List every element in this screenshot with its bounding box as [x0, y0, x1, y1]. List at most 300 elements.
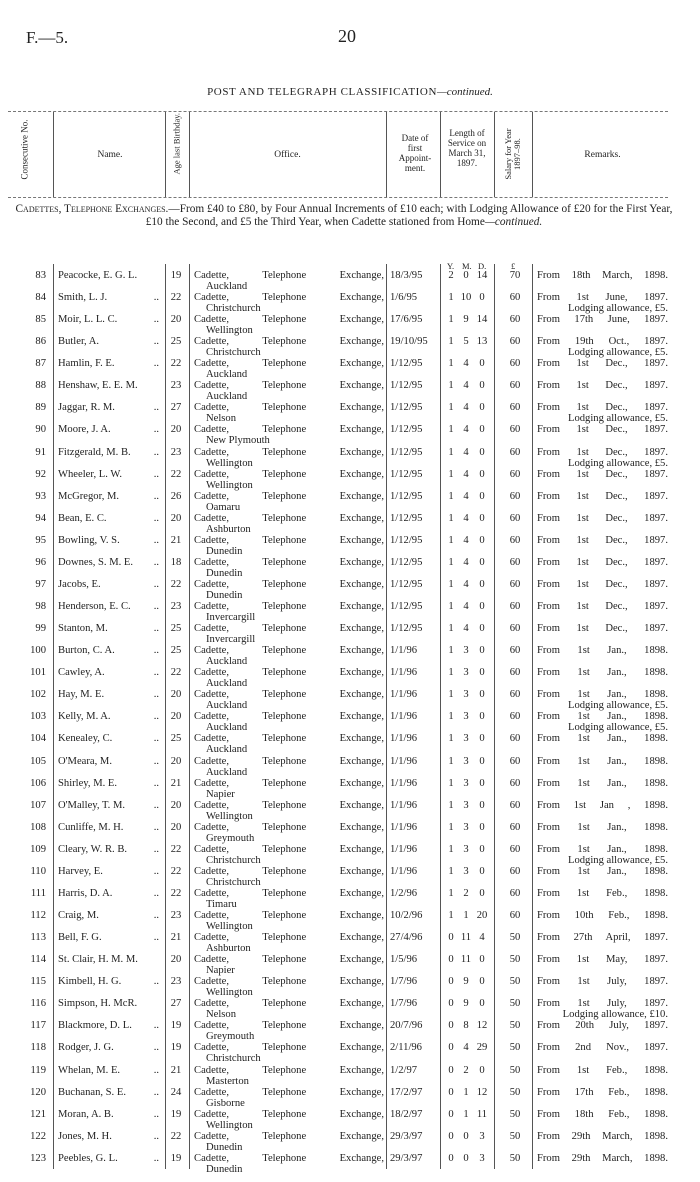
- service-years: 0: [448, 932, 454, 944]
- row-number: 114: [30, 954, 46, 966]
- unit-months: M.: [462, 261, 472, 271]
- appointment-date: 29/3/97: [390, 1152, 423, 1164]
- office-town: Napier: [206, 965, 235, 977]
- table-row: [0, 270, 700, 292]
- section-text: —From £40 to £80, by Four Annual Increments of £10 each; with Lodging Allowance of £20 for the First Year, £10 the Second, and £5 the Third Year, when Cadette stationed from Home: [145, 203, 673, 228]
- name: O'Meara, M.: [58, 755, 112, 767]
- remarks-continued: Lodging allowance, £10.: [562, 1009, 668, 1021]
- service-months: 3: [463, 689, 469, 701]
- header-salary: Salary for Year 1897–98.: [503, 128, 522, 180]
- remarks: From 1st Jan., 1898.: [537, 865, 668, 877]
- row-number: 92: [35, 468, 46, 480]
- age: 20: [170, 424, 182, 436]
- office-town: Auckland: [206, 281, 248, 292]
- name: Whelan, M. E.: [58, 1064, 121, 1076]
- name: Fitzgerald, M. B.: [58, 446, 131, 458]
- leader-dots: ..: [153, 336, 159, 348]
- age: 20: [170, 689, 182, 701]
- remarks: From 1st May, 1897.: [537, 954, 668, 966]
- row-number: 100: [30, 645, 46, 657]
- divider: [53, 112, 54, 197]
- age: 22: [170, 865, 182, 877]
- service-months: 4: [463, 1042, 469, 1054]
- remarks-continued: Lodging allowance, £5.: [567, 854, 668, 866]
- age: 22: [170, 667, 182, 679]
- table-row: [0, 998, 700, 1020]
- salary: 60: [509, 556, 521, 568]
- row-number: 104: [30, 733, 46, 745]
- name: Henderson, E. C.: [58, 601, 131, 613]
- unit-days: D.: [478, 261, 487, 271]
- service-months: 8: [463, 1020, 469, 1032]
- salary: 60: [509, 358, 521, 370]
- table-row: [0, 1020, 700, 1042]
- office-town: Auckland: [206, 744, 248, 756]
- office: Cadette, Telephone Exchange,: [194, 998, 384, 1010]
- office-town: Christchurch: [206, 347, 261, 359]
- service-days: 0: [479, 292, 485, 304]
- office: Cadette, Telephone Exchange,: [194, 292, 384, 304]
- office: Cadette, Telephone Exchange,: [194, 821, 384, 833]
- service-days: 13: [476, 336, 488, 348]
- service-years: 1: [448, 446, 454, 458]
- name: O'Malley, T. M.: [58, 799, 126, 811]
- salary: 50: [509, 976, 521, 988]
- salary: 60: [509, 821, 521, 833]
- name: Butler, A.: [58, 336, 100, 348]
- service-days: 0: [479, 402, 485, 414]
- office: Cadette, Telephone Exchange,: [194, 1108, 384, 1120]
- service-years: 1: [448, 490, 454, 502]
- service-years: 1: [448, 358, 454, 370]
- age: 25: [170, 645, 182, 657]
- salary: 60: [509, 645, 521, 657]
- remarks: From 20th July, 1897.: [537, 1020, 668, 1032]
- salary: 60: [509, 667, 521, 679]
- service-days: 0: [479, 799, 485, 811]
- service-days: 12: [476, 1020, 488, 1032]
- table-row: [0, 1153, 700, 1175]
- name: Kimbell, H. G.: [58, 976, 122, 988]
- appointment-date: 1/1/96: [390, 733, 418, 745]
- leader-dots: ..: [153, 601, 159, 613]
- office: Cadette, Telephone Exchange,: [194, 954, 384, 966]
- age: 22: [170, 578, 182, 590]
- office-town: Masterton: [206, 1075, 249, 1087]
- remarks: From 1st Dec., 1897.: [537, 490, 668, 502]
- office: Cadette, Telephone Exchange,: [194, 1130, 384, 1142]
- folio-reference: F.—5.: [26, 28, 69, 47]
- row-number: 94: [35, 512, 46, 524]
- appointment-date: 1/12/95: [390, 578, 423, 590]
- name: Kelly, M. A.: [58, 711, 111, 723]
- leader-dots: ..: [153, 865, 159, 877]
- office: Cadette, Telephone Exchange,: [194, 1086, 384, 1098]
- header-age: Age last Birthday.: [171, 112, 182, 175]
- age: 19: [170, 1108, 182, 1120]
- age: 20: [170, 314, 182, 326]
- office: Cadette, Telephone Exchange,: [194, 490, 384, 502]
- service-days: 0: [479, 667, 485, 679]
- title-text: POST AND TELEGRAPH CLASSIFICATION: [207, 86, 438, 98]
- name: Henshaw, E. E. M.: [58, 380, 138, 392]
- row-number: 113: [30, 932, 46, 944]
- name: Stanton, M.: [58, 623, 108, 635]
- leader-dots: ..: [153, 424, 159, 436]
- service-months: 9: [463, 976, 469, 988]
- appointment-date: 29/3/97: [390, 1130, 423, 1142]
- age: 22: [170, 887, 182, 899]
- service-years: 1: [448, 468, 454, 480]
- service-years: 2: [448, 270, 454, 281]
- age: 22: [170, 292, 182, 304]
- name: Jacobs, E.: [58, 578, 101, 590]
- header-bottom-rule: [8, 197, 668, 198]
- service-days: 0: [479, 424, 485, 436]
- name: Buchanan, S. E.: [58, 1086, 126, 1098]
- row-number: 93: [35, 490, 46, 502]
- service-months: 3: [463, 667, 469, 679]
- table-row: [0, 380, 700, 402]
- row-number: 90: [35, 424, 46, 436]
- row-number: 83: [35, 270, 46, 281]
- office: Cadette, Telephone Exchange,: [194, 468, 384, 480]
- service-days: 0: [479, 998, 485, 1010]
- salary: 60: [509, 402, 521, 414]
- office-town: Christchurch: [206, 876, 261, 888]
- leader-dots: ..: [153, 468, 159, 480]
- office-town: Oamaru: [206, 501, 241, 513]
- appointment-date: 1/1/96: [390, 799, 418, 811]
- name: Cunliffe, M. H.: [58, 821, 124, 833]
- service-days: 0: [479, 733, 485, 745]
- service-months: 4: [463, 380, 469, 392]
- service-days: 0: [479, 711, 485, 723]
- remarks: From 1st July, 1897.: [537, 998, 668, 1010]
- leader-dots: ..: [153, 843, 159, 855]
- remarks-continued: Lodging allowance, £5.: [567, 303, 668, 315]
- office: Cadette, Telephone Exchange,: [194, 601, 384, 613]
- row-number: 98: [35, 601, 46, 613]
- office-town: Nelson: [206, 1009, 237, 1021]
- office-town: Wellington: [206, 921, 253, 933]
- table-row: [0, 535, 700, 557]
- office: Cadette, Telephone Exchange,: [194, 755, 384, 767]
- age: 26: [170, 490, 182, 502]
- service-years: 1: [448, 314, 454, 326]
- office: Cadette, Telephone Exchange,: [194, 689, 384, 701]
- name: Harvey, E.: [58, 865, 103, 877]
- leader-dots: ..: [153, 402, 159, 414]
- table-row: [0, 910, 700, 932]
- office-town: Timaru: [206, 898, 237, 910]
- row-number: 103: [30, 711, 46, 723]
- appointment-date: 1/1/96: [390, 843, 418, 855]
- appointment-date: 1/12/95: [390, 380, 423, 392]
- service-days: 0: [479, 865, 485, 877]
- divider: [494, 112, 495, 197]
- salary: 60: [509, 468, 521, 480]
- table-row: [0, 756, 700, 778]
- name: Peebles, G. L.: [58, 1152, 118, 1164]
- table-row: [0, 447, 700, 469]
- remarks: From 1st Jan , 1898.: [537, 799, 668, 811]
- office-town: Auckland: [206, 369, 248, 381]
- office: Cadette, Telephone Exchange,: [194, 424, 384, 436]
- leader-dots: ..: [153, 1086, 159, 1098]
- name: Blackmore, D. L.: [58, 1020, 132, 1032]
- remarks: From 1st June, 1897.: [537, 292, 668, 304]
- service-months: 4: [463, 601, 469, 613]
- row-number: 89: [35, 402, 46, 414]
- office: Cadette, Telephone Exchange,: [194, 578, 384, 590]
- salary: 60: [509, 446, 521, 458]
- office: Cadette, Telephone Exchange,: [194, 910, 384, 922]
- office: Cadette, Telephone Exchange,: [194, 358, 384, 370]
- office-town: New Plymouth: [206, 435, 270, 447]
- leader-dots: ..: [153, 292, 159, 304]
- page-number: 20: [338, 26, 356, 46]
- service-months: 1: [463, 910, 469, 922]
- remarks: From 1st July, 1897.: [537, 976, 668, 988]
- appointment-date: 1/1/96: [390, 667, 418, 679]
- remarks: From 1st Jan., 1898.: [537, 733, 668, 745]
- appointment-date: 1/12/95: [390, 468, 423, 480]
- name: Wheeler, L. W.: [58, 468, 122, 480]
- service-years: 1: [448, 755, 454, 767]
- salary: 50: [509, 1086, 521, 1098]
- service-months: 5: [463, 336, 469, 348]
- header-consecutive-no: Consecutive No.: [19, 119, 30, 180]
- appointment-date: 1/12/95: [390, 601, 423, 613]
- service-days: 0: [479, 556, 485, 568]
- service-days: 0: [479, 468, 485, 480]
- table-row: [0, 822, 700, 844]
- service-days: 0: [479, 954, 485, 966]
- row-number: 109: [30, 843, 46, 855]
- office-town: Wellington: [206, 325, 253, 337]
- appointment-date: 1/12/95: [390, 623, 423, 635]
- divider: [440, 112, 441, 197]
- remarks-continued: Lodging allowance, £5.: [567, 413, 668, 425]
- leader-dots: ..: [153, 446, 159, 458]
- salary: 60: [509, 799, 521, 811]
- divider: [532, 112, 533, 197]
- service-days: 0: [479, 490, 485, 502]
- appointment-date: 1/12/95: [390, 358, 423, 370]
- appointment-date: 1/1/96: [390, 777, 418, 789]
- table-row: [0, 976, 700, 998]
- service-years: 1: [448, 380, 454, 392]
- name: Moore, J. A.: [58, 424, 111, 436]
- age: 22: [170, 358, 182, 370]
- section-title: Cadettes, Telephone Exchanges.: [15, 203, 169, 215]
- table-row: [0, 888, 700, 910]
- appointment-date: 18/2/97: [390, 1108, 423, 1120]
- row-number: 96: [35, 556, 46, 568]
- office: Cadette, Telephone Exchange,: [194, 645, 384, 657]
- remarks: From 1st Jan., 1898.: [537, 645, 668, 657]
- age: 18: [170, 556, 182, 568]
- office-town: Dunedin: [206, 1141, 243, 1153]
- office-town: Christchurch: [206, 303, 261, 315]
- row-number: 116: [30, 998, 46, 1010]
- name: Moir, L. L. C.: [58, 314, 118, 326]
- service-years: 0: [448, 1152, 454, 1164]
- service-days: 0: [479, 578, 485, 590]
- service-years: 1: [448, 667, 454, 679]
- table-row: [0, 954, 700, 976]
- age: 27: [170, 998, 182, 1010]
- service-years: 1: [448, 601, 454, 613]
- remarks: From 1st Dec., 1897.: [537, 534, 668, 546]
- service-years: 1: [448, 821, 454, 833]
- service-days: 0: [479, 446, 485, 458]
- row-number: 101: [30, 667, 46, 679]
- age: 20: [170, 954, 182, 966]
- row-number: 120: [30, 1086, 46, 1098]
- office: Cadette, Telephone Exchange,: [194, 446, 384, 458]
- table-row: [0, 623, 700, 645]
- office: Cadette, Telephone Exchange,: [194, 733, 384, 745]
- remarks: From 1st Jan., 1898.: [537, 821, 668, 833]
- salary: 60: [509, 314, 521, 326]
- service-days: 0: [479, 1064, 485, 1076]
- row-number: 111: [30, 887, 46, 899]
- leader-dots: ..: [153, 821, 159, 833]
- appointment-date: 1/1/96: [390, 821, 418, 833]
- name: Hamlin, F. E.: [58, 358, 115, 370]
- row-number: 95: [35, 534, 46, 546]
- table-row: [0, 1042, 700, 1064]
- office-town: Wellington: [206, 810, 253, 822]
- row-number: 105: [30, 755, 46, 767]
- appointment-date: 1/6/95: [390, 292, 418, 304]
- office: Cadette, Telephone Exchange,: [194, 667, 384, 679]
- office-town: Auckland: [206, 766, 248, 778]
- service-years: 0: [448, 1086, 454, 1098]
- row-number: 86: [35, 336, 46, 348]
- leader-dots: ..: [153, 932, 159, 944]
- leader-dots: ..: [153, 1064, 159, 1076]
- section-suffix: —continued.: [484, 216, 543, 228]
- service-days: 0: [479, 777, 485, 789]
- table-row: [0, 689, 700, 711]
- row-number: 88: [35, 380, 46, 392]
- office-town: Christchurch: [206, 854, 261, 866]
- leader-dots: ..: [153, 711, 159, 723]
- appointment-date: 17/2/97: [390, 1086, 423, 1098]
- name: Cleary, W. R. B.: [58, 843, 128, 855]
- age: 20: [170, 799, 182, 811]
- remarks-continued: Lodging allowance, £5.: [567, 457, 668, 469]
- remarks: From 1st Dec., 1897.: [537, 556, 668, 568]
- remarks: From 18th Feb., 1898.: [537, 1108, 668, 1120]
- service-months: 3: [463, 733, 469, 745]
- remarks: From 1st Jan., 1898.: [537, 755, 668, 767]
- remarks: From 1st Jan., 1898.: [537, 667, 668, 679]
- row-number: 97: [35, 578, 46, 590]
- remarks: From 17th June, 1897.: [537, 314, 668, 326]
- salary: 50: [509, 1064, 521, 1076]
- service-days: 0: [479, 887, 485, 899]
- divider: [165, 112, 166, 197]
- office-town: Nelson: [206, 413, 237, 425]
- office-town: Wellington: [206, 1119, 253, 1131]
- office-town: Ashburton: [206, 523, 251, 535]
- service-months: 1: [463, 1108, 469, 1120]
- service-years: 1: [448, 402, 454, 414]
- service-years: 1: [448, 336, 454, 348]
- age: 21: [170, 777, 182, 789]
- salary: 60: [509, 512, 521, 524]
- service-years: 1: [448, 578, 454, 590]
- salary: 60: [509, 380, 521, 392]
- age: 23: [170, 910, 182, 922]
- remarks: From 1st Dec., 1897.: [537, 623, 668, 635]
- salary: 60: [509, 910, 521, 922]
- name: Bowling, V. S.: [58, 534, 120, 546]
- name: Jones, M. H.: [58, 1130, 112, 1142]
- service-days: 0: [479, 358, 485, 370]
- remarks: From 10th Feb., 1898.: [537, 910, 668, 922]
- service-months: 10: [460, 292, 472, 304]
- service-years: 1: [448, 292, 454, 304]
- age: 21: [170, 1064, 182, 1076]
- age: 20: [170, 512, 182, 524]
- divider: [189, 112, 190, 197]
- table-row: [0, 469, 700, 491]
- appointment-date: 1/12/95: [390, 446, 423, 458]
- leader-dots: ..: [153, 645, 159, 657]
- service-months: 0: [463, 1130, 469, 1142]
- age: 23: [170, 380, 182, 392]
- table-row: [0, 667, 700, 689]
- table-row: [0, 1109, 700, 1131]
- leader-dots: ..: [153, 534, 159, 546]
- name: Hay, M. E.: [58, 689, 105, 701]
- office-town: Auckland: [206, 656, 248, 668]
- office-town: Wellington: [206, 457, 253, 469]
- table-row: [0, 1087, 700, 1109]
- header-date: Date of first Appoint- ment.: [398, 133, 432, 173]
- service-days: 0: [479, 976, 485, 988]
- salary: 50: [509, 932, 521, 944]
- office: Cadette, Telephone Exchange,: [194, 314, 384, 326]
- remarks: From 1st Feb., 1898.: [537, 1064, 668, 1076]
- age: 22: [170, 468, 182, 480]
- name: Rodger, J. G.: [58, 1042, 114, 1054]
- name: Shirley, M. E.: [58, 777, 118, 789]
- name: Smith, L. J.: [58, 292, 108, 304]
- row-number: 123: [30, 1152, 46, 1164]
- remarks-continued: Lodging allowance, £5.: [567, 347, 668, 359]
- row-number: 84: [35, 292, 46, 304]
- office: Cadette, Telephone Exchange,: [194, 799, 384, 811]
- service-years: 1: [448, 424, 454, 436]
- leader-dots: ..: [153, 777, 159, 789]
- service-months: 4: [463, 402, 469, 414]
- table-row: [0, 336, 700, 358]
- age: 22: [170, 1130, 182, 1142]
- salary: 60: [509, 490, 521, 502]
- service-days: 12: [476, 1086, 488, 1098]
- salary: 60: [509, 755, 521, 767]
- table-row: [0, 314, 700, 336]
- service-days: 20: [476, 910, 488, 922]
- salary: 60: [509, 777, 521, 789]
- age: 24: [170, 1086, 182, 1098]
